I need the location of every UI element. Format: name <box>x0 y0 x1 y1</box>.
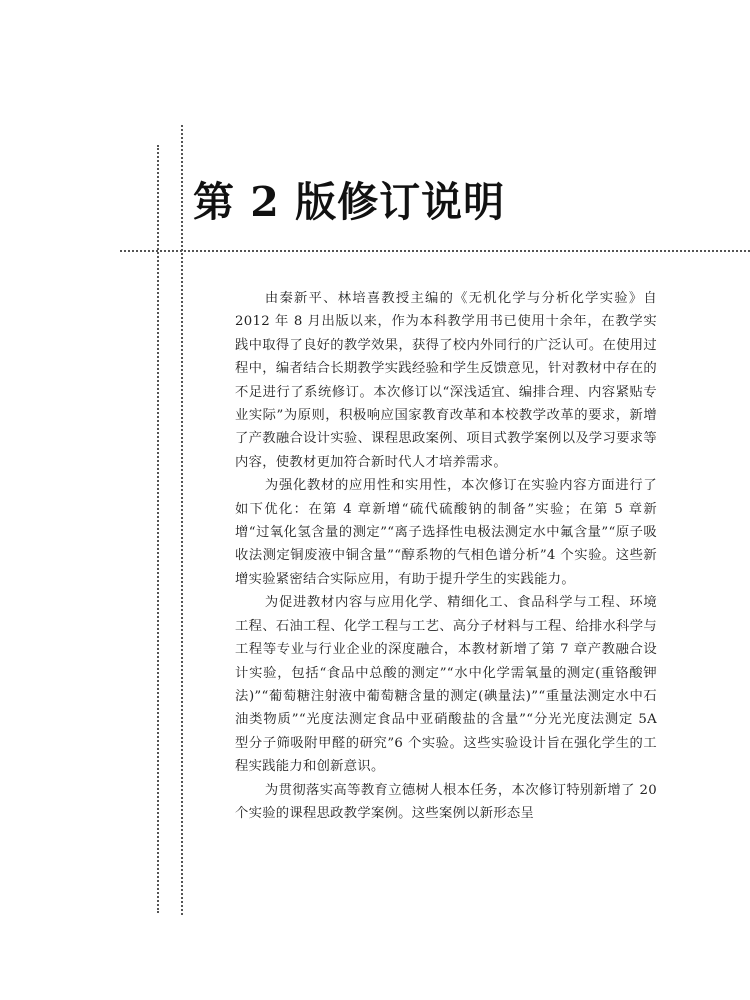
page-title: 第 2 版修订说明 <box>193 178 506 226</box>
paragraph: 为贯彻落实高等教育立德树人根本任务，本次修订特别新增了 20 个实验的课程思政教学案例。这些案例以新形态呈 <box>235 782 657 821</box>
paragraph: 由秦新平、林培喜教授主编的《无机化学与分析化学实验》自 2012 年 8 月出版以来，作为本科教学用书已使用十余年，在教学实践中取得了良好的教学效果，获得了校内外同行的广泛认可。在使用过程中，编者结合长期教学实践经验和学生反馈意见，针对教材中存在的不足进行了系统修订。本次修订以“深浅适宜、编排合理、内容紧贴专业实际”为原则，积极响应国家教育改革和本校教学改革的要求，新增了产教融合设计实验、课程思政案例、项目式教学案例以及学习要求等内容，使教材更加符合新时代人才培养需求。 <box>235 291 657 470</box>
body-text <box>235 287 657 825</box>
paragraph: 为促进教材内容与应用化学、精细化工、食品科学与工程、环境工程、石油工程、化学工程与工艺、高分子材料与工程、给排水科学与工程等专业与行业企业的深度融合，本教材新增了第 7 章产教融合设计实验，包括“食品中总酸的测定”“水中化学需氧量的测定(重铬酸钾法)”“葡萄糖注射液中葡萄糖含量的测定(碘量法)”“重量法测定水中石油类物质”“光度法测定食品中亚硝酸盐的含量”“分光光度法测定 5A 型分子筛吸附甲醛的研究”6 个实验。这些实验设计旨在强化学生的工程实践能力和创新意识。 <box>235 595 657 775</box>
dotted-vertical-line-right <box>181 125 183 915</box>
dotted-horizontal-line <box>120 250 750 252</box>
paragraph: 为强化教材的应用性和实用性，本次修订在实验内容方面进行了如下优化：在第 4 章新增“硫代硫酸钠的制备”实验；在第 5 章新增“过氧化氢含量的测定”“离子选择性电极法测定水中氟含量”“原子吸收法测定铜废液中铜含量”“醇系物的气相色谱分析”4 个实验。这些新增实验紧密结合实际应用，有助于提升学生的实践能力。 <box>235 478 657 587</box>
dotted-vertical-line-left <box>157 145 159 913</box>
